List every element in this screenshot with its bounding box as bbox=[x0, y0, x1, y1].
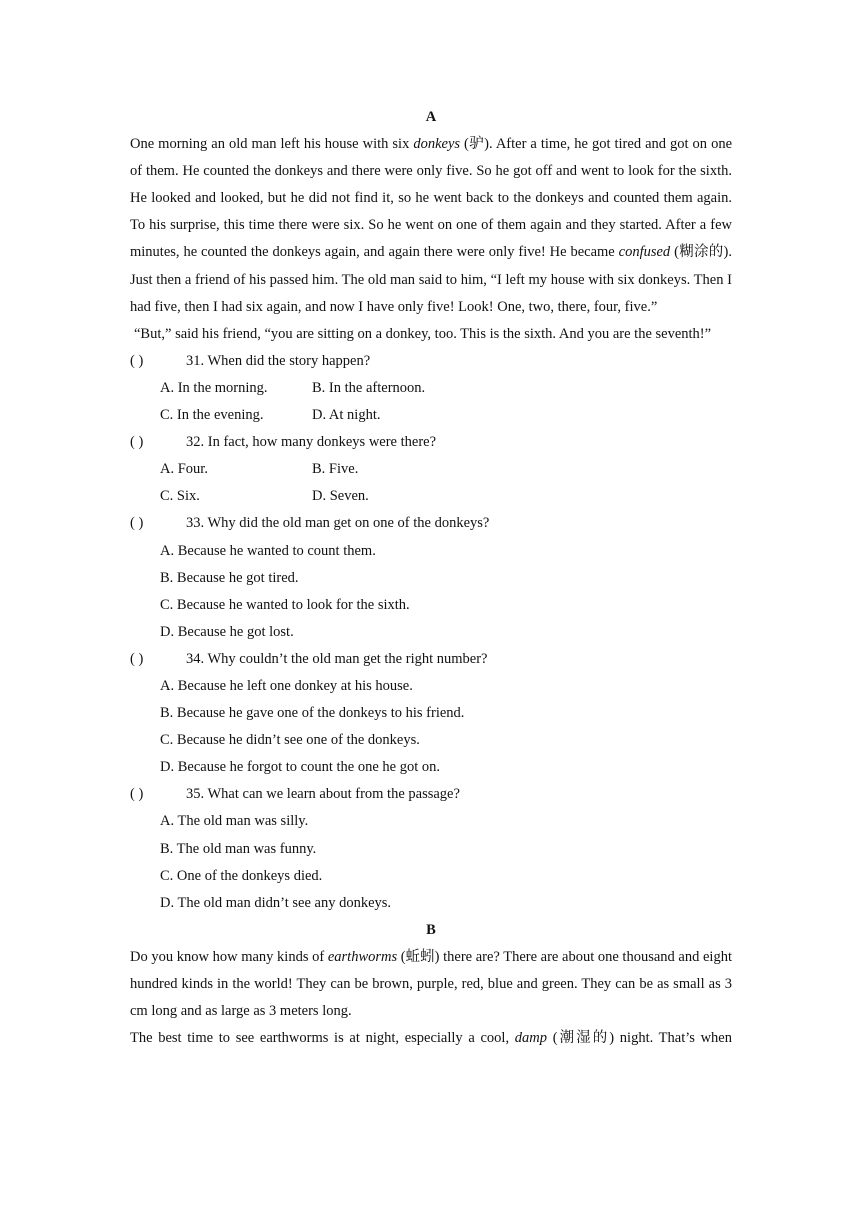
option-c: C. Because he wanted to look for the sixth. bbox=[160, 596, 410, 613]
section-a-paragraph-2: “But,” said his friend, “you are sitting on a donkey, too. This is the sixth. And you are the seventh!” bbox=[134, 325, 712, 342]
section-b-paragraph-1 bbox=[130, 944, 732, 1025]
option-a: A. Four. bbox=[160, 461, 208, 478]
question-text: 33. Why did the old man get on one of the donkeys? bbox=[186, 515, 490, 532]
option-c: C. In the evening. bbox=[160, 407, 264, 424]
option-c: C. One of the donkeys died. bbox=[160, 867, 323, 884]
option-a: A. The old man was silly. bbox=[160, 813, 309, 830]
answer-blank[interactable]: ( ) bbox=[130, 786, 144, 803]
text-run: Do you know how many kinds of bbox=[130, 948, 328, 965]
option-c: C. Because he didn’t see one of the donkeys. bbox=[160, 732, 420, 749]
options-row bbox=[130, 375, 732, 402]
question-33 bbox=[130, 510, 732, 537]
option-d: D. Because he forgot to count the one he got on. bbox=[160, 759, 440, 776]
text-run: One morning an old man left his house with six bbox=[130, 136, 414, 153]
italic-word-earthworms: earthworms bbox=[327, 948, 398, 965]
section-a-paragraph-1 bbox=[130, 131, 732, 321]
option-b: B. Because he got tired. bbox=[160, 569, 299, 586]
text-run: (蚯蚓) there are? There are about one thousand and eight hundred kinds in the world! They can be brown, purple, red, blue and green. They can be as small as 3 cm long and as large as 3 meters long. bbox=[130, 948, 732, 1020]
section-b-paragraph-2 bbox=[130, 1025, 732, 1052]
options-row bbox=[130, 483, 732, 510]
italic-word-donkeys: donkeys bbox=[413, 136, 461, 153]
question-text: 31. When did the story happen? bbox=[186, 352, 371, 369]
option-a: A. Because he left one donkey at his house. bbox=[160, 677, 413, 694]
option-d: D. Seven. bbox=[312, 488, 369, 505]
text-run: (糊涂的). Just then a friend of his passed him. The old man said to him, “I left my house with six donkeys. Then I had five, then I had six again, and now I have only five! Look! One, two, there, four, five.” bbox=[130, 244, 732, 315]
option-d: D. Because he got lost. bbox=[160, 623, 294, 640]
option-b: B. Because he gave one of the donkeys to his friend. bbox=[160, 705, 465, 722]
section-a-heading: A bbox=[425, 109, 437, 125]
option-b: B. The old man was funny. bbox=[160, 840, 317, 857]
answer-blank[interactable]: ( ) bbox=[130, 434, 144, 451]
option-c: C. Six. bbox=[160, 488, 200, 505]
document-content bbox=[130, 104, 732, 1052]
option-b: B. In the afternoon. bbox=[312, 379, 426, 396]
option-a: A. Because he wanted to count them. bbox=[160, 542, 376, 559]
option-d: D. The old man didn’t see any donkeys. bbox=[160, 894, 392, 911]
question-34 bbox=[130, 646, 732, 673]
italic-word-damp: damp bbox=[514, 1030, 547, 1047]
question-text: 34. Why couldn’t the old man get the right number? bbox=[186, 650, 488, 667]
options-row bbox=[130, 402, 732, 429]
options-row bbox=[130, 456, 732, 483]
question-text: 32. In fact, how many donkeys were there? bbox=[186, 434, 437, 451]
question-35 bbox=[130, 781, 732, 808]
question-31 bbox=[130, 348, 732, 375]
option-a: A. In the morning. bbox=[160, 379, 268, 396]
question-text: 35. What can we learn about from the passage? bbox=[186, 786, 460, 803]
italic-word-confused: confused bbox=[618, 244, 671, 261]
section-b-heading: B bbox=[426, 921, 436, 938]
text-run: The best time to see earthworms is at night, especially a cool, bbox=[130, 1030, 515, 1047]
option-b: B. Five. bbox=[312, 461, 359, 478]
answer-blank[interactable]: ( ) bbox=[130, 352, 144, 369]
option-d: D. At night. bbox=[312, 407, 381, 424]
question-32 bbox=[130, 429, 732, 456]
answer-blank[interactable]: ( ) bbox=[130, 515, 144, 532]
text-run: (潮湿的) night. That’s when bbox=[547, 1030, 732, 1047]
text-run: (驴). After a time, he got tired and got on one of them. He counted the donkeys and there were only five. So he got off and went to look for the sixth. He looked and looked, but he did not find it, so he went back to the donkeys and counted them again. To his surprise, this time there were six. So he went on one of them again and they started. After a few minutes, he counted the donkeys again, and again there were only five! He became bbox=[130, 136, 733, 261]
answer-blank[interactable]: ( ) bbox=[130, 650, 144, 667]
